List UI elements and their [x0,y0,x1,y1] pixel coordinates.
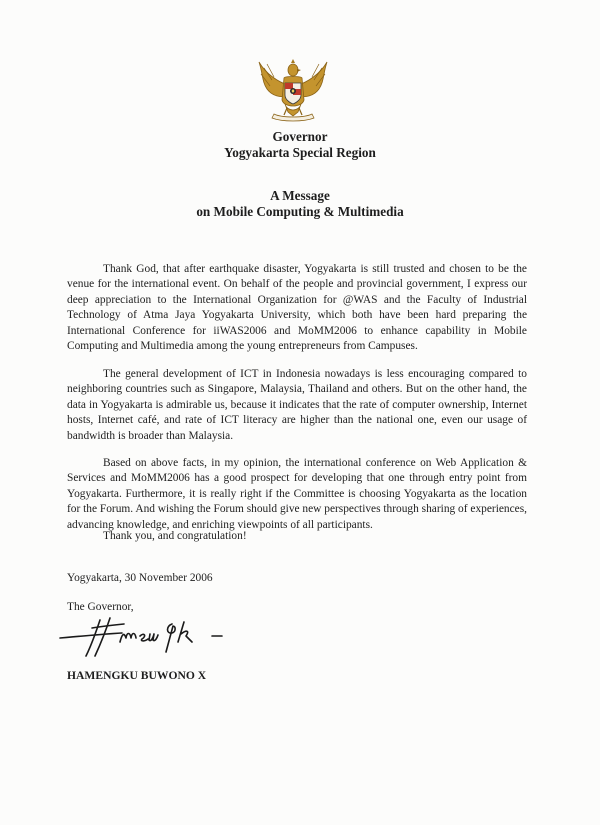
closing-thanks: Thank you, and congratulation! [103,530,247,542]
garuda-emblem-icon [254,56,332,126]
office-title: Governor [272,129,328,144]
title-line-2: on Mobile Computing & Multimedia [196,204,404,219]
letterhead [0,129,600,161]
place-date: Yogyakarta, 30 November 2006 [67,572,213,584]
body-paragraph: Thank God, that after earthquake disaster, Yogyakarta is still trusted and chosen to be the venue for the international event. On behalf of the people and provincial government, I express our deep appreciation to the International Organization for @WAS and the Faculty of Industrial Technology of Atma Jaya Yogyakarta University, which both have been hard preparing the International Conference for iiWAS2006 and MoMM2006 to enhance capability in Mobile Computing and Multimedia among the young entrepreneurs from Campuses. [67,263,527,353]
signer-name: HAMENGKU BUWONO X [67,669,207,682]
body-paragraph: The general development of ICT in Indonesia nowadays is less encouraging compared to neighboring countries such as Singapore, Malaysia, Thailand and others. But on the other hand, the data in Yogyakarta is admirable us, because it indicates that the rate of computer ownership, Internet hosts, Internet café, and rate of ICT literacy are higher than the national one, even our usage of bandwidth is broader than Malaysia. [67,368,527,442]
body-paragraph: Based on above facts, in my opinion, the international conference on Web Application & Services and MoMM2006 has a good prospect for developing that one through entry point from Yogyakarta. Furthermore, it is really right if the Committee is choosing Yogyakarta as the location for the Forum. And wishing the Forum should give new perspectives through sharing of experiences, advancing knowledge, and enriching viewpoints of all participants. [67,457,527,531]
signer-role: The Governor, [67,601,134,613]
title-line-1: A Message [270,188,330,203]
letter-title [0,188,600,220]
handwritten-signature-icon [52,612,262,660]
office-region: Yogyakarta Special Region [224,145,376,160]
